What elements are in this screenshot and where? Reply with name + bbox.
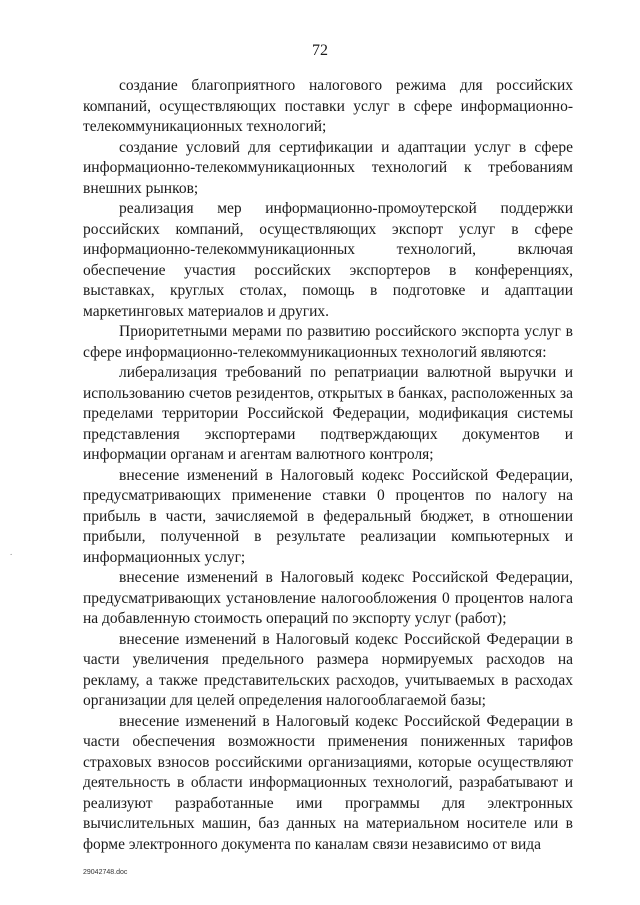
paragraph: внесение изменений в Налоговый кодекс Российской Федерации в части увеличения предельного размера нормируемых расходов на рекламу, а также представительских расходов, учитываемых в расходах организации для целей определения налогооблагаемой базы; bbox=[83, 630, 573, 709]
page-number: 72 bbox=[312, 42, 328, 59]
margin-mark: . bbox=[10, 547, 13, 557]
paragraph: внесение изменений в Налоговый кодекс Российской Федерации, предусматривающих применение ставки 0 процентов по налогу на прибыль в части, зачисляемой в федеральный бюджет, в отношении прибыли, полученной в результате реализации компьютерных и информационных услуг; bbox=[83, 466, 573, 566]
paragraph: реализация мер информационно-промоутерской поддержки российских компаний, осуществляющих экспорт услуг в сфере информационно-телекоммуникационных технологий, включая обеспечение участия российских экспортеров в конференциях, выставках, круглых столах, помощь в подготовке и адаптации маркетинговых материалов и других. bbox=[83, 200, 573, 320]
paragraph: создание условий для сертификации и адаптации услуг в сфере информационно-телекоммуникационных технологий к требованиям внешних рынков; bbox=[83, 138, 573, 197]
footer-filename: 29042748.doc bbox=[83, 869, 128, 876]
paragraph: Приоритетными мерами по развитию российского экспорта услуг в сфере информационно-телекоммуникационных технологий являются: bbox=[83, 323, 573, 361]
paragraph: создание благоприятного налогового режима для российских компаний, осуществляющих поставки услуг в сфере информационно-телекоммуникационных технологий; bbox=[83, 77, 573, 135]
paragraph: либерализация требований по репатриации валютной выручки и использованию счетов резидентов, открытых в банках, расположенных за пределами территории Российской Федерации, модификация системы представления экспортерами подтверждающих документов и информации органам и агентам валютного контроля; bbox=[83, 364, 573, 463]
document-body bbox=[83, 76, 573, 855]
paragraph: внесение изменений в Налоговый кодекс Российской Федерации, предусматривающих установление налогообложения 0 процентов налога на добавленную стоимость операций по экспорту услуг (работ); bbox=[83, 569, 573, 627]
paragraph: внесение изменений в Налоговый кодекс Российской Федерации в части обеспечения возможности применения пониженных тарифов страховых взносов российскими организациями, которые осуществляют деятельность в области информационных технологий, разрабатывают и реализуют разработанные ими программы для электронных вычислительных машин, баз данных на материальном носителе или в форме электронного документа по каналам связи независимо от вида bbox=[83, 712, 573, 853]
